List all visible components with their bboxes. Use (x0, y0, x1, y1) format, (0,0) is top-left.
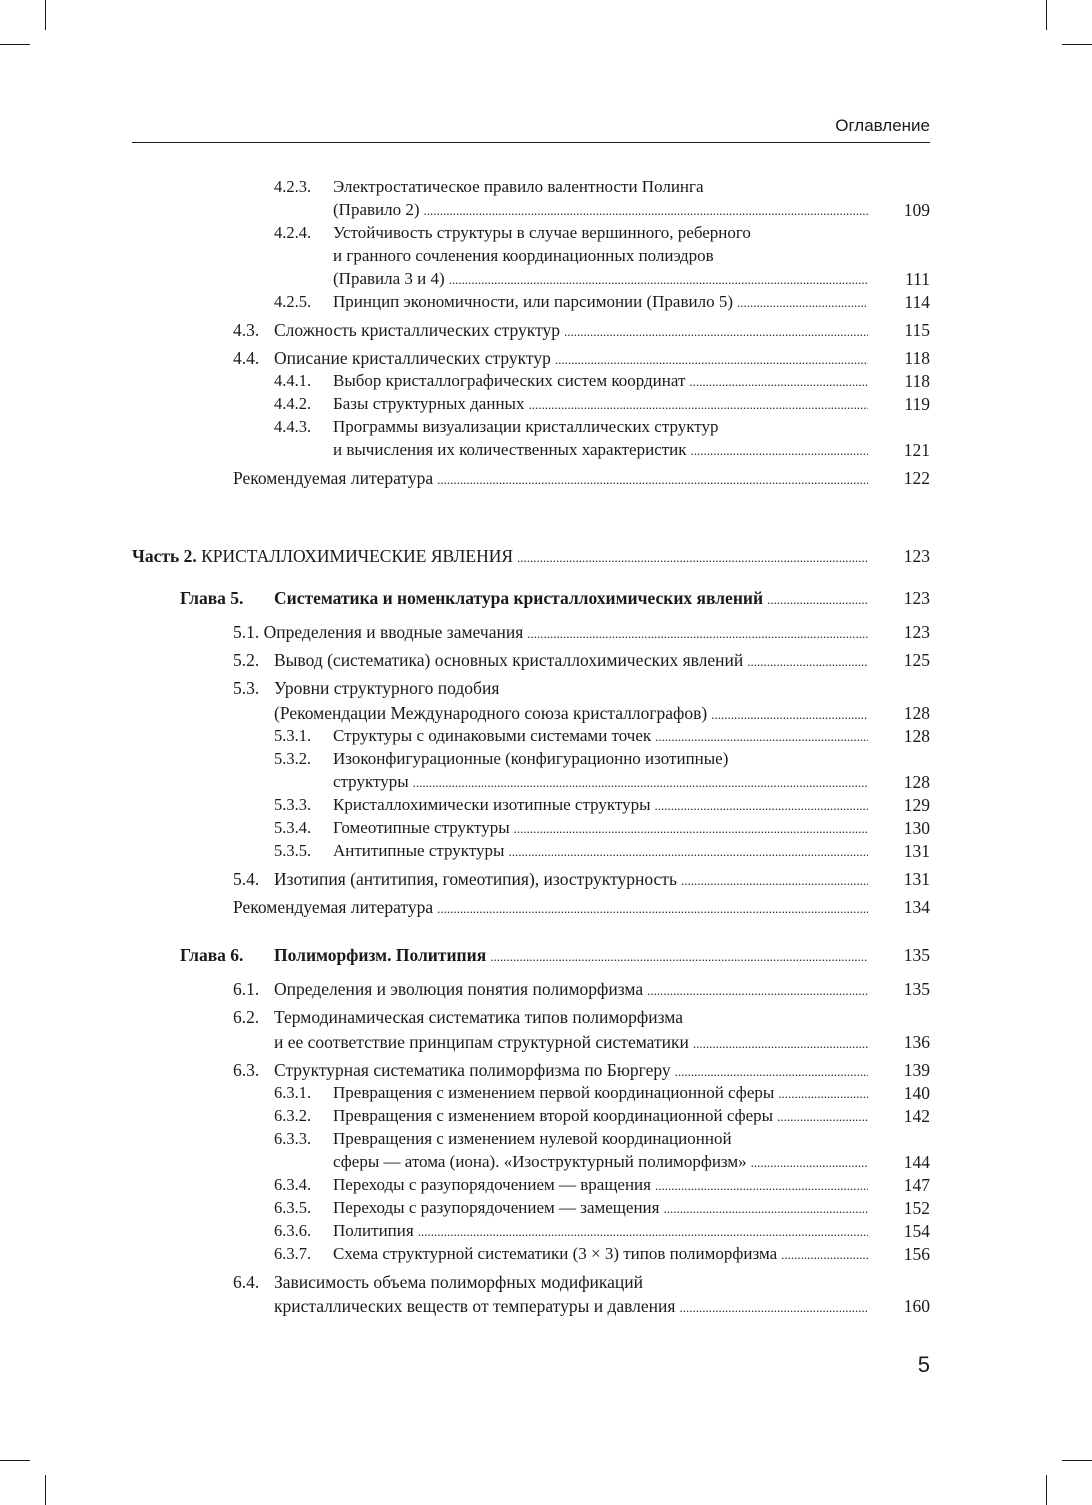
toc-entry-page: 128 (903, 703, 930, 723)
toc-entry-page: 123 (903, 622, 930, 642)
toc-entry[interactable] (0, 1104, 1092, 1128)
toc-entry[interactable] (0, 175, 1092, 199)
toc-entry-number: 4.2.3. (274, 177, 312, 196)
toc-entry-title: Часть 2. КРИСТАЛЛОХИМИЧЕСКИЕ ЯВЛЕНИЯ (132, 546, 514, 566)
toc-entry-number: 4.4. (233, 348, 260, 368)
toc-entry-title: Превращения с изменением нулевой координационной (333, 1129, 732, 1148)
dot-leader (767, 586, 868, 612)
toc-entry[interactable] (0, 1242, 1092, 1266)
toc-entry[interactable] (0, 244, 1092, 268)
toc-entry-title: Гомеотипные структуры (333, 818, 510, 837)
dot-leader (679, 1294, 868, 1320)
toc-entry-title: Кристаллохимически изотипные структуры (333, 795, 651, 814)
toc-entry-page: 118 (904, 348, 930, 368)
toc-entry[interactable] (0, 839, 1092, 863)
dot-leader (655, 724, 868, 749)
toc-entry-title: и вычисления их количественных характеристик (333, 440, 687, 459)
toc-entry-page: 123 (903, 546, 930, 566)
toc-entry[interactable] (0, 867, 1092, 891)
toc-entry-title: (Правило 2) (333, 200, 420, 219)
toc-entry-page: 123 (903, 588, 930, 608)
toc-entry-page: 114 (904, 292, 930, 312)
toc-entry-number: 4.4.2. (274, 394, 312, 413)
toc-entry[interactable] (0, 770, 1092, 794)
toc-entry-page: 144 (903, 1152, 930, 1172)
toc-entry-title: Принцип экономичности, или парсимонии (Правило 5) (333, 292, 733, 311)
toc-entry-title: и ее соответствие принципам структурной систематики (274, 1032, 689, 1052)
toc-entry[interactable] (0, 346, 1092, 370)
toc-entry-number: 5.3.5. (274, 841, 312, 860)
dot-leader (527, 620, 868, 646)
toc-entry-title: Систематика и номенклатура кристаллохимических явлений (274, 588, 764, 608)
toc-entry[interactable] (0, 1173, 1092, 1197)
toc-entry-title: Переходы с разупорядочением — вращения (333, 1175, 651, 1194)
toc-entry[interactable] (0, 1150, 1092, 1174)
toc-entry[interactable] (0, 793, 1092, 817)
toc-entry-title: Структуры с одинаковыми системами точек (333, 726, 652, 745)
toc-entry-number: 5.3.1. (274, 726, 312, 745)
toc-entry-title: Структурная систематика полиморфизма по Бюргеру (274, 1060, 671, 1080)
dot-leader (647, 977, 868, 1003)
toc-entry-title: Сложность кристаллических структур (274, 320, 560, 340)
toc-entry[interactable] (0, 943, 1092, 967)
toc-entry-title: 5.1. Определения и вводные замечания (233, 622, 524, 642)
toc-entry[interactable] (0, 724, 1092, 748)
toc-entry-page: 131 (903, 869, 930, 889)
toc-entry[interactable] (0, 895, 1092, 919)
toc-entry-page: 128 (903, 772, 930, 792)
toc-entry-title: Определения и эволюция понятия полиморфизма (274, 979, 644, 999)
toc-entry-page: 115 (904, 320, 930, 340)
toc-entry-page: 142 (903, 1106, 930, 1126)
toc-entry-title: сферы — атома (иона). «Изоструктурный полиморфизм» (333, 1152, 747, 1171)
toc-entry-title: Выбор кристаллографических систем координат (333, 371, 686, 390)
toc-entry[interactable] (0, 1058, 1092, 1082)
dot-leader (437, 895, 868, 921)
toc-entry-number: 6.3. (233, 1060, 260, 1080)
toc-entry-title: Рекомендуемая литература (233, 897, 434, 917)
toc-entry[interactable] (0, 290, 1092, 314)
toc-entry-title: Зависимость объема полиморфных модификаций (274, 1272, 643, 1292)
toc-entry-number: 6.1. (233, 979, 260, 999)
toc-entry-number: 6.2. (233, 1007, 260, 1027)
toc-entry-number: 5.3. (233, 678, 260, 698)
toc-entry-title: Изотипия (антитипия, гомеотипия), изоструктурность (274, 869, 677, 889)
toc-entry-page: 160 (903, 1296, 930, 1316)
toc-entry[interactable] (0, 1219, 1092, 1243)
toc-entry-title: и гранного сочленения координационных полиэдров (333, 246, 714, 265)
toc-entry-page: 129 (903, 795, 930, 815)
toc-entry-page: 139 (903, 1060, 930, 1080)
toc-entry-page: 131 (903, 841, 930, 861)
toc-entry[interactable] (0, 586, 1092, 610)
dot-leader (778, 1081, 868, 1106)
toc-entry[interactable] (0, 977, 1092, 1001)
dot-leader (681, 867, 868, 893)
dot-leader (418, 1219, 868, 1244)
toc-entry-page: 156 (903, 1244, 930, 1264)
toc-entry-title: Базы структурных данных (333, 394, 525, 413)
toc-entry-number: 5.3.2. (274, 749, 312, 768)
toc-entry[interactable] (0, 747, 1092, 771)
dot-leader (517, 544, 868, 570)
dot-leader (437, 466, 868, 492)
dot-leader (508, 839, 868, 864)
dot-leader (514, 816, 868, 841)
toc-entry[interactable] (0, 1294, 1092, 1318)
toc-entry[interactable] (0, 415, 1092, 439)
dot-leader (655, 793, 868, 818)
toc-entry-number: 4.2.4. (274, 223, 312, 242)
toc-entry-number: 6.3.5. (274, 1198, 312, 1217)
dot-leader (747, 648, 868, 674)
toc-entry-page: 140 (903, 1083, 930, 1103)
toc-entry-title: Программы визуализации кристаллических структур (333, 417, 719, 436)
toc-entry-title: Рекомендуемая литература (233, 468, 434, 488)
dot-leader (449, 267, 868, 292)
toc-entry-title: Устойчивость структуры в случае вершинного, реберного (333, 223, 751, 242)
toc-entry-number: 4.2.5. (274, 292, 312, 311)
toc-entry-number: 4.4.3. (274, 417, 312, 436)
toc-entry[interactable] (0, 544, 1092, 568)
toc-entry[interactable] (0, 267, 1092, 291)
dot-leader (413, 770, 868, 795)
toc-entry-number: 6.3.2. (274, 1106, 312, 1125)
toc-entry-title: Электростатическое правило валентности Полинга (333, 177, 704, 196)
toc-entry-title: Схема структурной систематики (3 × 3) типов полиморфизма (333, 1244, 778, 1263)
toc-entry-page: 152 (903, 1198, 930, 1218)
toc-entry-page: 125 (903, 650, 930, 670)
toc-entry-title: Превращения с изменением второй координационной сферы (333, 1106, 774, 1125)
toc-entry[interactable] (0, 198, 1092, 222)
toc-entry-number: 4.3. (233, 320, 260, 340)
toc-entry-title: Термодинамическая систематика типов полиморфизма (274, 1007, 684, 1027)
toc-entry-page: 135 (903, 979, 930, 999)
toc-entry-page: 122 (903, 468, 930, 488)
dot-leader (490, 943, 868, 969)
toc-entry-number: 5.4. (233, 869, 260, 889)
toc-entry-page: 109 (903, 200, 930, 220)
toc-entry-title: (Правила 3 и 4) (333, 269, 445, 288)
toc-entry[interactable] (0, 392, 1092, 416)
toc-entry-title: Описание кристаллических структур (274, 348, 551, 368)
dot-leader (751, 1150, 868, 1175)
dot-leader (693, 1030, 868, 1056)
running-head: Оглавление (835, 116, 930, 135)
toc-entry[interactable] (0, 438, 1092, 462)
toc-entry-page: 134 (903, 897, 930, 917)
toc-entry-title: Превращения с изменением первой координационной сферы (333, 1083, 775, 1102)
toc-entry[interactable] (0, 318, 1092, 342)
page-number: 5 (917, 1352, 930, 1377)
toc-entry[interactable] (0, 816, 1092, 840)
toc-entry-page: 136 (903, 1032, 930, 1052)
toc-entry[interactable] (0, 1005, 1092, 1029)
toc-entry-number: 6.4. (233, 1272, 260, 1292)
toc-entry-title: Политипия (333, 1221, 414, 1240)
toc-entry-title: Полиморфизм. Политипия (274, 945, 487, 965)
dot-leader (564, 318, 868, 344)
toc-entry-page: 147 (903, 1175, 930, 1195)
dot-leader (777, 1104, 868, 1129)
toc-entry[interactable] (0, 676, 1092, 700)
dot-leader (655, 1173, 868, 1198)
toc-entry[interactable] (0, 1196, 1092, 1220)
toc-entry[interactable] (0, 1270, 1092, 1294)
toc-entry-number: 5.3.4. (274, 818, 312, 837)
toc-entry-title: Антитипные структуры (333, 841, 505, 860)
toc-entry-page: 135 (903, 945, 930, 965)
toc-entry-title: структуры (333, 772, 409, 791)
dot-leader (689, 369, 868, 394)
toc-entry-number: 6.3.6. (274, 1221, 312, 1240)
dot-leader (737, 290, 868, 315)
dot-leader (781, 1242, 868, 1267)
toc-entry-number: 5.2. (233, 650, 260, 670)
dot-leader (424, 198, 868, 223)
toc-entry-title: Уровни структурного подобия (274, 678, 500, 698)
toc-entry-number: 4.4.1. (274, 371, 312, 390)
toc-entry[interactable] (0, 620, 1092, 644)
toc-entry-page: 119 (904, 394, 930, 414)
toc-entry-number: Глава 5. (180, 588, 244, 608)
toc-entry[interactable] (0, 1030, 1092, 1054)
toc-entry-page: 154 (903, 1221, 930, 1241)
dot-leader (691, 438, 868, 463)
toc-entry-number: 5.3.3. (274, 795, 312, 814)
toc-entry[interactable] (0, 648, 1092, 672)
toc-entry-number: 6.3.4. (274, 1175, 312, 1194)
toc-entry-number: Глава 6. (180, 945, 244, 965)
toc-entry-page: 130 (903, 818, 930, 838)
toc-entry[interactable] (0, 701, 1092, 725)
toc-entry-title: Вывод (систематика) основных кристаллохимических явлений (274, 650, 744, 670)
toc-entry-title: (Рекомендации Международного союза кристаллографов) (274, 703, 708, 723)
toc-entry-page: 121 (903, 440, 930, 460)
toc-entry-page: 111 (905, 269, 930, 289)
dot-leader (663, 1196, 868, 1221)
toc-entry[interactable] (0, 221, 1092, 245)
toc-entry-title: Переходы с разупорядочением — замещения (333, 1198, 660, 1217)
toc-entry[interactable] (0, 369, 1092, 393)
toc-entry-page: 118 (904, 371, 930, 391)
toc-entry-number: 6.3.7. (274, 1244, 312, 1263)
toc-entry[interactable] (0, 1127, 1092, 1151)
dot-leader (528, 392, 868, 417)
toc-entry[interactable] (0, 466, 1092, 490)
toc-entry-number: 6.3.1. (274, 1083, 312, 1102)
toc-entry-page: 128 (903, 726, 930, 746)
toc-entry-title: Изоконфигурационные (конфигурационно изотипные) (333, 749, 729, 768)
toc-entry-number: 6.3.3. (274, 1129, 312, 1148)
toc-entry-title: кристаллических веществ от температуры и давления (274, 1296, 676, 1316)
toc-entry[interactable] (0, 1081, 1092, 1105)
